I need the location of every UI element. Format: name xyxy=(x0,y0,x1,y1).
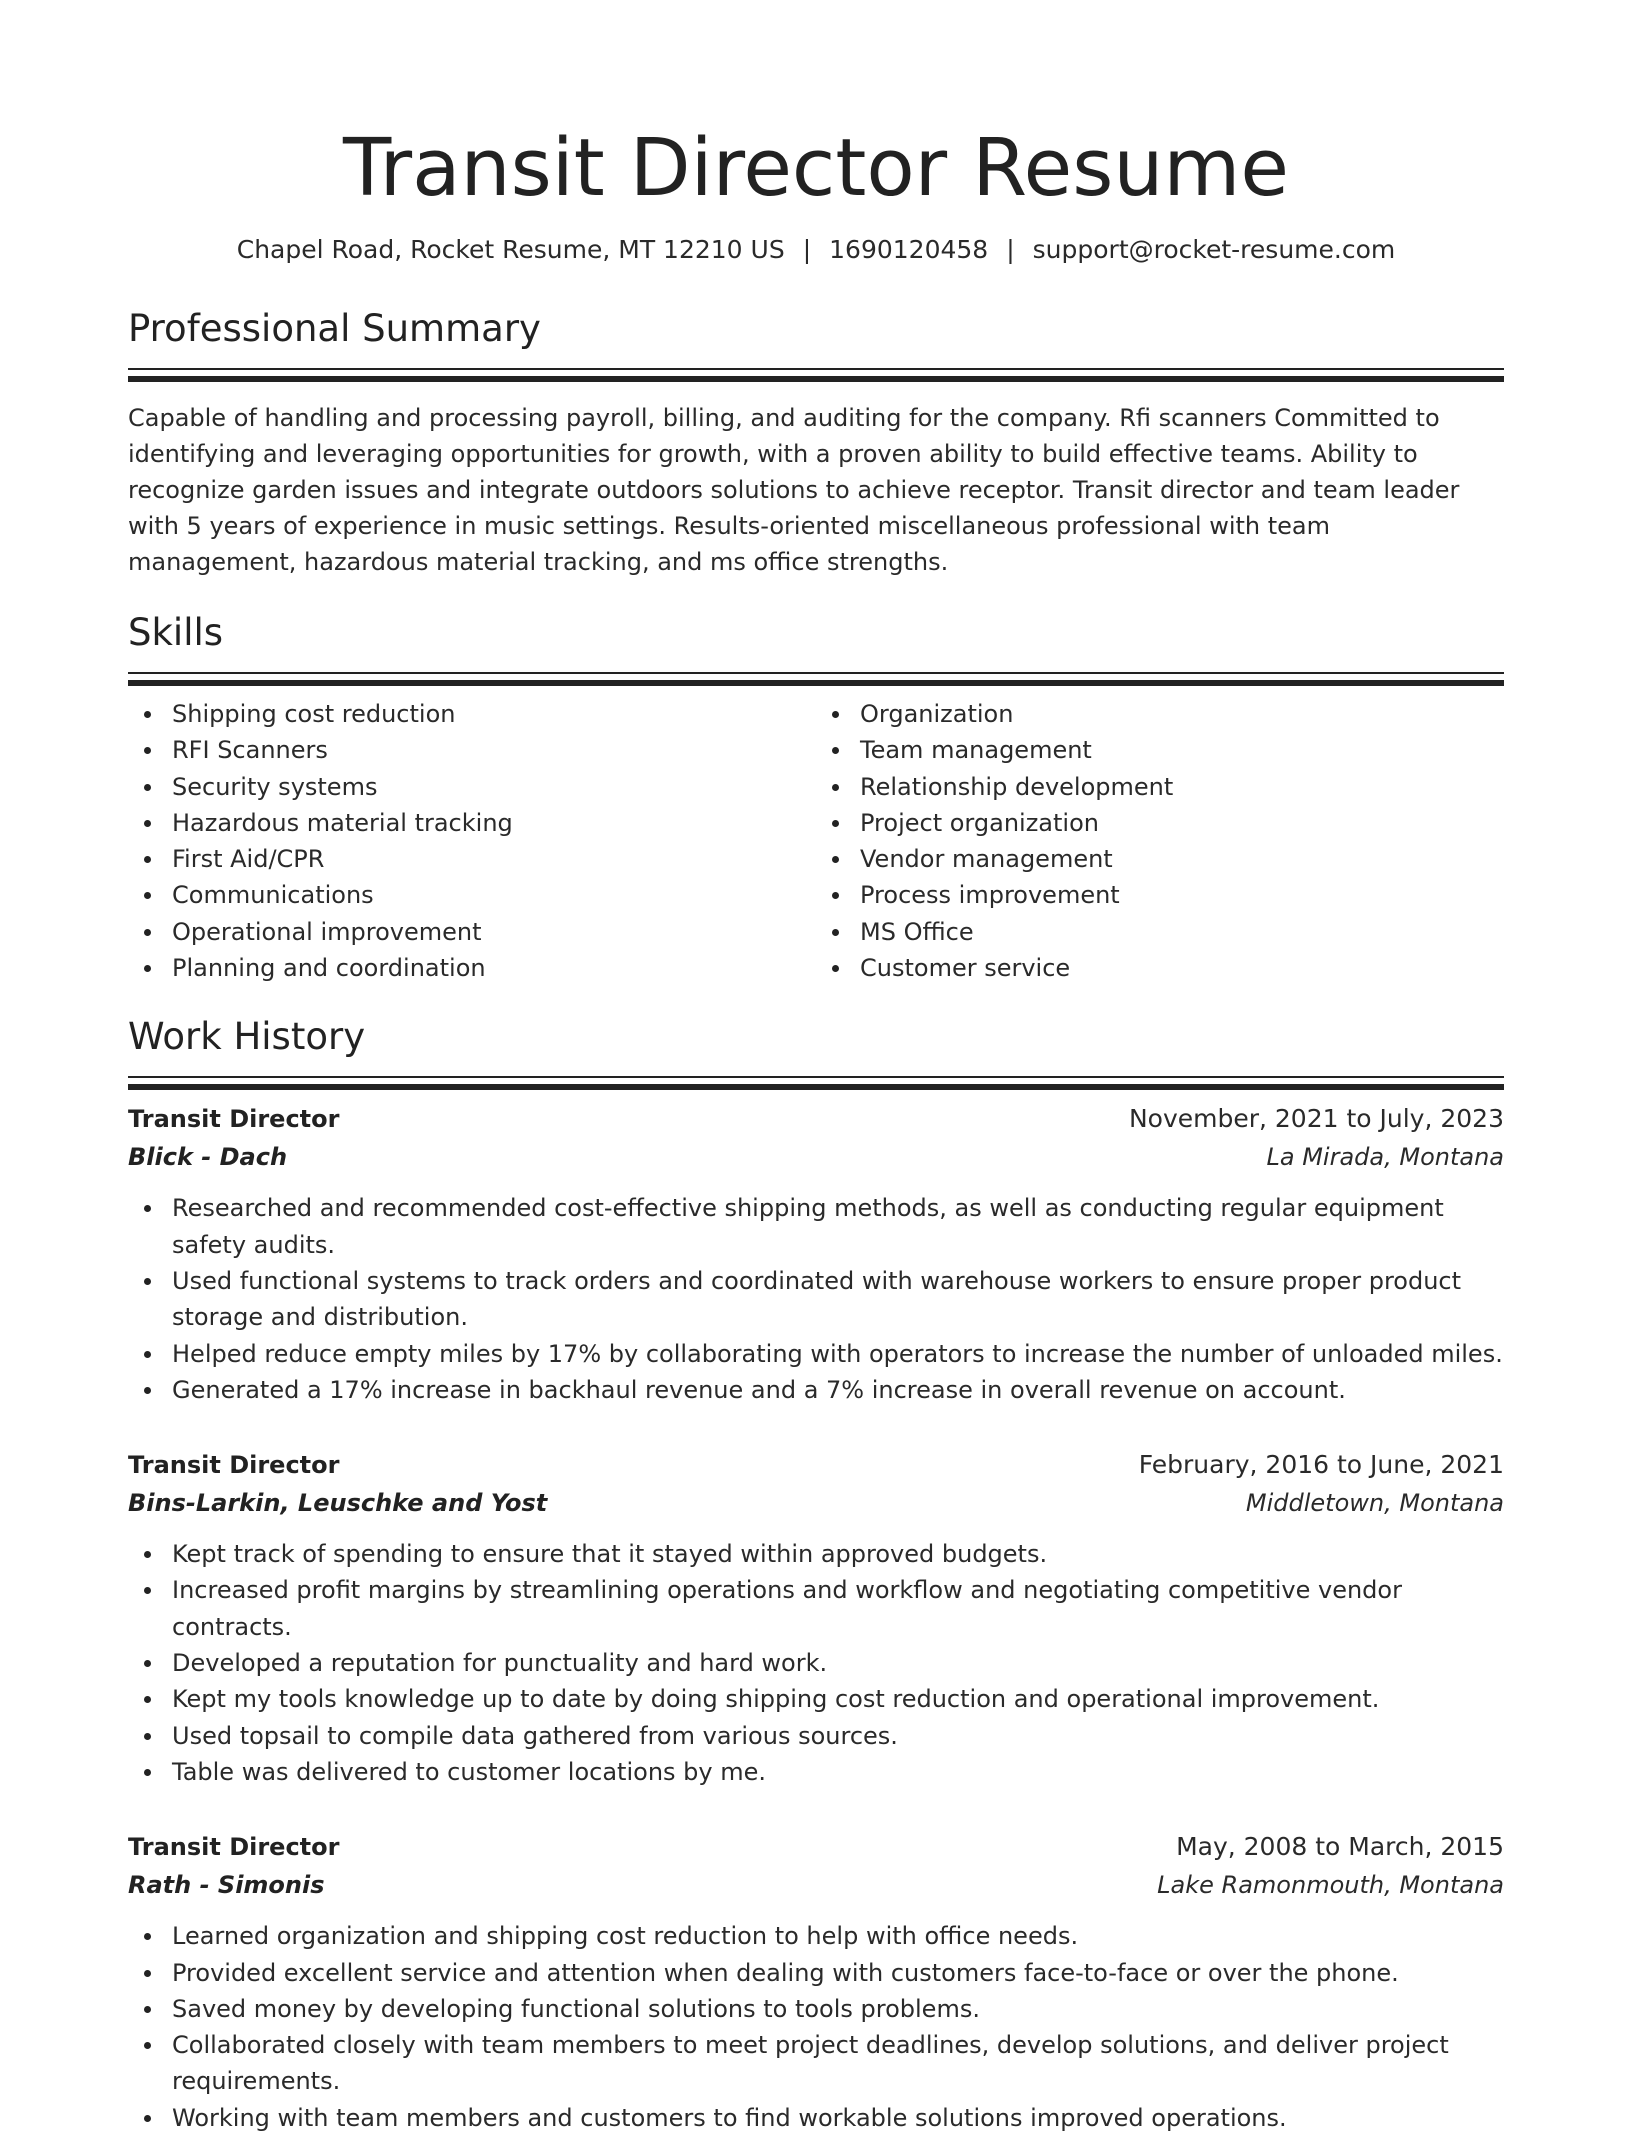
duty-item: Kept track of spending to ensure that it stayed within approved budgets. xyxy=(172,1536,1504,1572)
job-company-row xyxy=(128,1138,1504,1176)
skill-item: Security systems xyxy=(172,769,816,805)
contact-email: support@rocket-resume.com xyxy=(1032,235,1396,264)
resume-page xyxy=(128,0,1504,2136)
job-location: La Mirada, Montana xyxy=(1266,1143,1504,1172)
contact-phone: 1690120458 xyxy=(829,235,989,264)
job-company: Bins-Larkin, Leuschke and Yost xyxy=(128,1489,548,1518)
duty-item: Researched and recommended cost-effective shipping methods, as well as conducting regular equipment safety audits. xyxy=(172,1190,1504,1263)
skill-item: Communications xyxy=(172,877,816,913)
skill-item: Customer service xyxy=(860,950,1504,986)
duty-item: Developed a reputation for punctuality and hard work. xyxy=(172,1645,1504,1681)
work-history-heading: Work History xyxy=(128,1015,366,1059)
section-divider xyxy=(128,672,1504,674)
skill-item: RFI Scanners xyxy=(172,732,816,768)
summary-text: Capable of handling and processing payroll, billing, and auditing for the company. Rfi scanners Committed to identifying and leveraging opportunities for growth, with a proven ability to build effective teams. Ability to recognize garden issues and integrate outdoors solutions to achieve receptor. Transit director and team leader with 5 years of experience in music settings. Results-oriented miscellaneous professional with team management, hazardous material tracking, and ms office strengths. xyxy=(128,404,1460,576)
job-entry xyxy=(128,1446,1504,1790)
job-duties xyxy=(128,1918,1504,2136)
duty-item: Collaborated closely with team members to meet project deadlines, develop solutions, and deliver project requirements. xyxy=(172,2027,1504,2100)
skill-item: Planning and coordination xyxy=(172,950,816,986)
job-entry xyxy=(128,1100,1504,1408)
duty-item: Generated a 17% increase in backhaul revenue and a 7% increase in overall revenue on account. xyxy=(172,1372,1504,1408)
job-location: Lake Ramonmouth, Montana xyxy=(1157,1871,1504,1900)
skills-section xyxy=(128,608,1504,986)
skill-item: First Aid/CPR xyxy=(172,841,816,877)
skill-item: Operational improvement xyxy=(172,914,816,950)
work-history-section xyxy=(128,1012,1504,2136)
contact-line xyxy=(128,232,1504,268)
job-header-row xyxy=(128,1828,1504,1866)
skills-list-left xyxy=(128,696,816,986)
skill-item: MS Office xyxy=(860,914,1504,950)
job-title: Transit Director xyxy=(128,1451,340,1480)
job-title: Transit Director xyxy=(128,1105,340,1134)
skill-item: Hazardous material tracking xyxy=(172,805,816,841)
section-divider xyxy=(128,1076,1504,1078)
skills-heading: Skills xyxy=(128,611,224,654)
job-dates: November, 2021 to July, 2023 xyxy=(1128,1104,1504,1134)
duty-item: Used functional systems to track orders and coordinated with warehouse workers to ensure proper product storage and distribution. xyxy=(172,1263,1504,1336)
summary-heading: Professional Summary xyxy=(128,307,541,350)
job-dates: February, 2016 to June, 2021 xyxy=(1138,1450,1504,1480)
skill-item: Shipping cost reduction xyxy=(172,696,816,732)
job-dates: May, 2008 to March, 2015 xyxy=(1176,1832,1504,1862)
job-company: Rath - Simonis xyxy=(128,1871,325,1900)
job-company: Blick - Dach xyxy=(128,1143,288,1172)
skills-list-right xyxy=(816,696,1504,986)
job-duties xyxy=(128,1536,1504,1790)
duty-item: Used topsail to compile data gathered from various sources. xyxy=(172,1718,1504,1754)
job-header-row xyxy=(128,1100,1504,1138)
resume-title: Transit Director Resume xyxy=(343,122,1289,214)
job-company-row xyxy=(128,1484,1504,1522)
job-company-row xyxy=(128,1866,1504,1904)
duty-item: Learned organization and shipping cost reduction to help with office needs. xyxy=(172,1918,1504,1954)
duty-item: Helped reduce empty miles by 17% by collaborating with operators to increase the number of unloaded miles. xyxy=(172,1336,1504,1372)
job-location: Middletown, Montana xyxy=(1245,1489,1504,1518)
skill-item: Vendor management xyxy=(860,841,1504,877)
skill-item: Process improvement xyxy=(860,877,1504,913)
skill-item: Project organization xyxy=(860,805,1504,841)
job-title: Transit Director xyxy=(128,1833,340,1862)
skill-item: Relationship development xyxy=(860,769,1504,805)
section-divider xyxy=(128,368,1504,370)
duty-item: Increased profit margins by streamlining operations and workflow and negotiating competitive vendor contracts. xyxy=(172,1572,1504,1645)
job-entry xyxy=(128,1828,1504,2136)
skill-item: Team management xyxy=(860,732,1504,768)
duty-item: Provided excellent service and attention when dealing with customers face-to-face or over the phone. xyxy=(172,1955,1504,1991)
job-header-row xyxy=(128,1446,1504,1484)
skill-item: Organization xyxy=(860,696,1504,732)
contact-separator: | xyxy=(1006,235,1015,264)
duty-item: Working with team members and customers to find workable solutions improved operations. xyxy=(172,2100,1504,2136)
job-duties xyxy=(128,1190,1504,1408)
contact-separator: | xyxy=(802,235,812,264)
duty-item: Table was delivered to customer locations by me. xyxy=(172,1754,1504,1790)
contact-address: Chapel Road, Rocket Resume, MT 12210 US xyxy=(236,235,785,264)
duty-item: Saved money by developing functional solutions to tools problems. xyxy=(172,1991,1504,2027)
duty-item: Kept my tools knowledge up to date by doing shipping cost reduction and operational improvement. xyxy=(172,1681,1504,1717)
skills-grid xyxy=(128,696,1504,986)
summary-section xyxy=(128,304,1504,580)
